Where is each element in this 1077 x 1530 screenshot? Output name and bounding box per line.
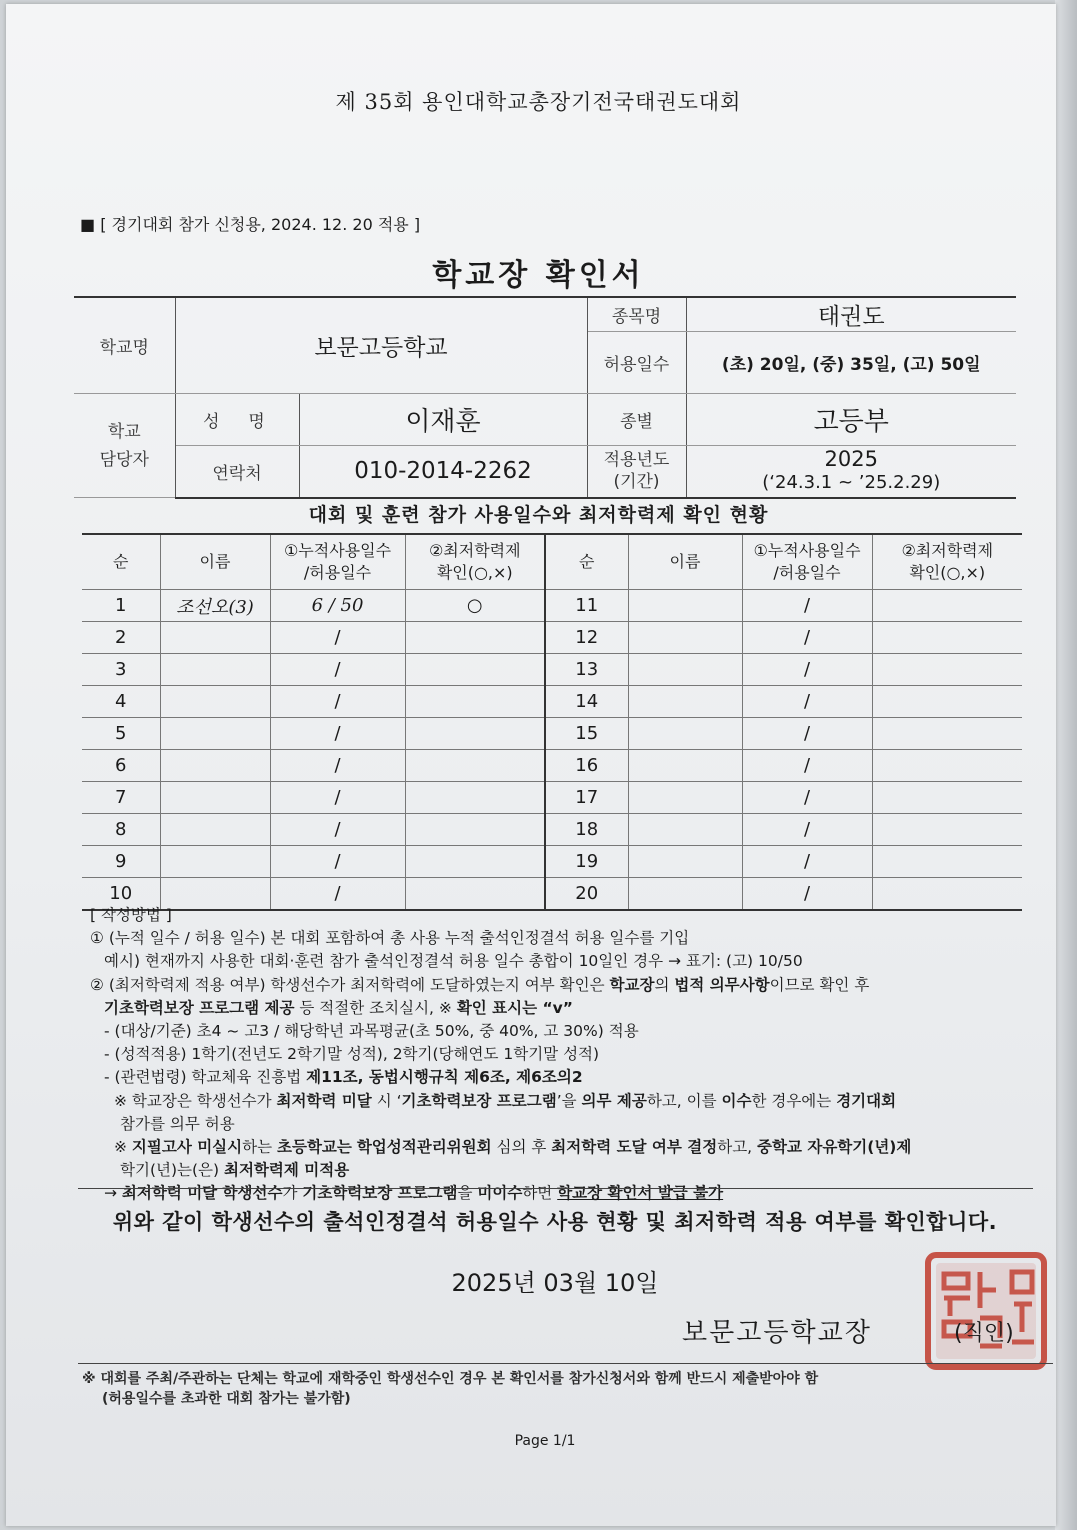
cell-days: / xyxy=(742,750,872,782)
cell-no: 8 xyxy=(82,814,160,846)
cell-name xyxy=(160,750,270,782)
cell-days: / xyxy=(742,846,872,878)
header-name: 이름 xyxy=(160,534,270,590)
cell-check xyxy=(405,814,545,846)
cell-no: 17 xyxy=(545,782,628,814)
cell-days: / xyxy=(742,814,872,846)
cell-days: / xyxy=(270,654,405,686)
divider xyxy=(78,1188,1033,1189)
cell-no: 10 xyxy=(82,878,160,911)
table-row xyxy=(82,654,1022,686)
cell-name xyxy=(160,654,270,686)
cell-days: / xyxy=(270,846,405,878)
allowed-days-label: 허용일수 xyxy=(587,332,686,394)
guide-target: - (대상/기준) 초4 ~ 고3 / 해당학년 과목평균(초 50%, 중 40%, 고 30%) 적용 xyxy=(104,1022,639,1041)
page-number: Page 1/1 xyxy=(514,1433,576,1449)
cell-name xyxy=(628,654,742,686)
cell-name xyxy=(160,846,270,878)
guide-heading: [ 작성방법 ] xyxy=(90,906,172,924)
allowed-days-value: (초) 20일, (중) 35일, (고) 50일 xyxy=(686,332,1016,394)
cell-name xyxy=(160,622,270,654)
table-row xyxy=(82,814,1022,846)
cell-no: 5 xyxy=(82,718,160,750)
name-value: 이재훈 xyxy=(299,394,587,446)
cell-name xyxy=(160,814,270,846)
guide-example: 예시) 현재까지 사용한 대회·훈련 참가 출석인정결석 허용 일수 총합이 10일인 경우 → 표기: (고) 10/50 xyxy=(104,952,803,971)
table-header-row xyxy=(82,534,1022,590)
footnote-line-2: (허용일수를 초과한 대회 참가는 불가함) xyxy=(102,1391,351,1407)
table-row xyxy=(82,718,1022,750)
cell-check xyxy=(872,814,1022,846)
header-days: ①누적사용일수 /허용일수 xyxy=(270,534,405,590)
guide-note-2-cont: 학기(년)는(은) 최저학력제 미적용 xyxy=(120,1161,350,1180)
year-value: 2025 xyxy=(824,447,878,472)
cell-check xyxy=(872,750,1022,782)
cell-days: 6 / 50 xyxy=(270,590,405,622)
manager-label: 학교 담당자 xyxy=(74,394,175,498)
cell-check xyxy=(872,782,1022,814)
division-label: 종별 xyxy=(587,394,686,446)
cell-days: / xyxy=(270,622,405,654)
cell-no: 4 xyxy=(82,686,160,718)
cell-days: / xyxy=(742,878,872,911)
cell-days: / xyxy=(270,814,405,846)
cell-days: / xyxy=(270,686,405,718)
guide-line-1: ① (누적 일수 / 허용 일수) 본 대회 포함하여 총 사용 누적 출석인정결석 허용 일수를 기입 xyxy=(90,929,690,948)
header-no: 순 xyxy=(545,534,628,590)
header-no: 순 xyxy=(82,534,160,590)
cell-no: 7 xyxy=(82,782,160,814)
cell-no: 15 xyxy=(545,718,628,750)
cell-check xyxy=(872,686,1022,718)
cell-no: 13 xyxy=(545,654,628,686)
header-check: ②최저학력제 확인(○,×) xyxy=(872,534,1022,590)
cell-no: 1 xyxy=(82,590,160,622)
cell-days: / xyxy=(270,782,405,814)
guide-line-3: 기초학력보장 프로그램 제공 등 적절한 조치실시, ※ 확인 표시는 “v” xyxy=(104,998,573,1017)
cell-no: 3 xyxy=(82,654,160,686)
guide-law: - (관련법령) 학교체육 진흥법 제11조, 동법시행규칙 제6조, 제6조의2 xyxy=(104,1068,583,1087)
contact-label: 연락처 xyxy=(175,446,299,498)
guide-note-2: ※ 지필고사 미실시하는 초등학교는 학업성적관리위원회 심의 후 최저학력 도달 여부 결정하고, 중학교 자유학기(년)제 xyxy=(114,1138,912,1157)
guide-conclusion: → 최저학력 미달 학생선수가 기초학력보장 프로그램을 미이수하면 학교장 확인서 발급 불가 xyxy=(104,1184,724,1203)
status-title: 대회 및 훈련 참가 사용일수와 최저학력제 확인 현황 xyxy=(308,504,769,526)
cell-name: 조선오(3) xyxy=(160,590,270,622)
guide-note-1-cont: 참가를 의무 허용 xyxy=(120,1114,235,1133)
division-value: 고등부 xyxy=(686,394,1016,446)
cell-name xyxy=(628,718,742,750)
cell-check xyxy=(405,686,545,718)
principal-name: 보문고등학교장 xyxy=(682,1318,872,1348)
info-table xyxy=(74,296,1016,499)
divider xyxy=(78,1363,1053,1364)
cell-days: / xyxy=(270,878,405,911)
header-name: 이름 xyxy=(628,534,742,590)
school-value: 보문고등학교 xyxy=(175,297,587,394)
cell-no: 19 xyxy=(545,846,628,878)
cell-no: 18 xyxy=(545,814,628,846)
year-label: 적용년도 (기간) xyxy=(587,446,686,498)
cell-no: 6 xyxy=(82,750,160,782)
cell-name xyxy=(160,718,270,750)
cell-days: / xyxy=(270,750,405,782)
table-row xyxy=(82,622,1022,654)
writing-guide xyxy=(90,904,1035,1206)
cell-check xyxy=(405,654,545,686)
cell-name xyxy=(628,814,742,846)
cell-check xyxy=(872,654,1022,686)
cell-check xyxy=(872,590,1022,622)
cell-check xyxy=(405,846,545,878)
form-note: ■ [ 경기대회 참가 신청용, 2024. 12. 20 적용 ] xyxy=(80,215,421,234)
cell-no: 9 xyxy=(82,846,160,878)
guide-grades: - (성적적용) 1학기(전년도 2학기말 성적), 2학기(당해연도 1학기말 성적) xyxy=(104,1045,600,1064)
cell-check xyxy=(872,718,1022,750)
issue-date: 2025년 03월 10일 xyxy=(451,1269,659,1297)
cell-days: / xyxy=(742,654,872,686)
table-row xyxy=(82,590,1022,622)
cell-days: / xyxy=(742,718,872,750)
cell-name xyxy=(628,686,742,718)
footnote xyxy=(82,1369,1042,1409)
year-cell xyxy=(686,446,1016,498)
cell-days: / xyxy=(742,622,872,654)
cell-days: / xyxy=(742,686,872,718)
school-label: 학교명 xyxy=(74,297,175,394)
cell-name xyxy=(628,782,742,814)
table-row xyxy=(82,750,1022,782)
cell-no: 20 xyxy=(545,878,628,911)
cell-no: 12 xyxy=(545,622,628,654)
header-days: ①누적사용일수 /허용일수 xyxy=(742,534,872,590)
cell-check xyxy=(872,622,1022,654)
cell-name xyxy=(628,590,742,622)
table-row xyxy=(82,846,1022,878)
cell-no: 14 xyxy=(545,686,628,718)
header-check: ②최저학력제 확인(○,×) xyxy=(405,534,545,590)
sport-label: 종목명 xyxy=(587,297,686,332)
guide-note-1: ※ 학교장은 학생선수가 최저학력 미달 시 ‘기초학력보장 프로그램’을 의무 제공하고, 이를 이수한 경우에는 경기대회 xyxy=(114,1091,897,1110)
cell-check: ○ xyxy=(405,590,545,622)
table-row xyxy=(82,782,1022,814)
cell-no: 16 xyxy=(545,750,628,782)
cell-check xyxy=(405,750,545,782)
sport-value: 태권도 xyxy=(686,297,1016,332)
cell-name xyxy=(628,622,742,654)
official-seal-stamp xyxy=(922,1250,1050,1374)
participation-table xyxy=(82,533,1022,911)
cell-no: 2 xyxy=(82,622,160,654)
cell-check xyxy=(405,718,545,750)
cell-days: / xyxy=(742,782,872,814)
contact-value: 010-2014-2262 xyxy=(299,446,587,498)
cell-name xyxy=(628,750,742,782)
cell-days: / xyxy=(742,590,872,622)
confirmation-statement: 위와 같이 학생선수의 출석인정결석 허용일수 사용 현황 및 최저학력 적용 여부를 확인합니다. xyxy=(112,1210,998,1234)
cell-check xyxy=(405,622,545,654)
cell-check xyxy=(405,782,545,814)
cell-name xyxy=(160,686,270,718)
cell-days: / xyxy=(270,718,405,750)
cell-no: 11 xyxy=(545,590,628,622)
table-row xyxy=(82,686,1022,718)
cell-name xyxy=(160,782,270,814)
document-title: 학교장 확인서 xyxy=(432,258,645,293)
footnote-line-1: ※ 대회를 주최/주관하는 단체는 학교에 재학중인 학생선수인 경우 본 확인서를 참가신청서와 함께 반드시 제출받아야 함 xyxy=(82,1371,819,1387)
cell-check xyxy=(872,846,1022,878)
period-value: (‘24.3.1 ~ ’25.2.29) xyxy=(762,472,941,494)
guide-line-2: ② (최저학력제 적용 여부) 학생선수가 최저학력에 도달하였는지 여부 확인은 학교장의 법적 의무사항이므로 확인 후 xyxy=(90,975,870,994)
seal-label: (직인) xyxy=(954,1321,1014,1346)
name-label: 성 명 xyxy=(175,394,299,446)
event-title: 제 35회 용인대학교총장기전국태권도대회 xyxy=(335,90,742,114)
cell-name xyxy=(628,846,742,878)
paper-edge xyxy=(1055,0,1077,1530)
